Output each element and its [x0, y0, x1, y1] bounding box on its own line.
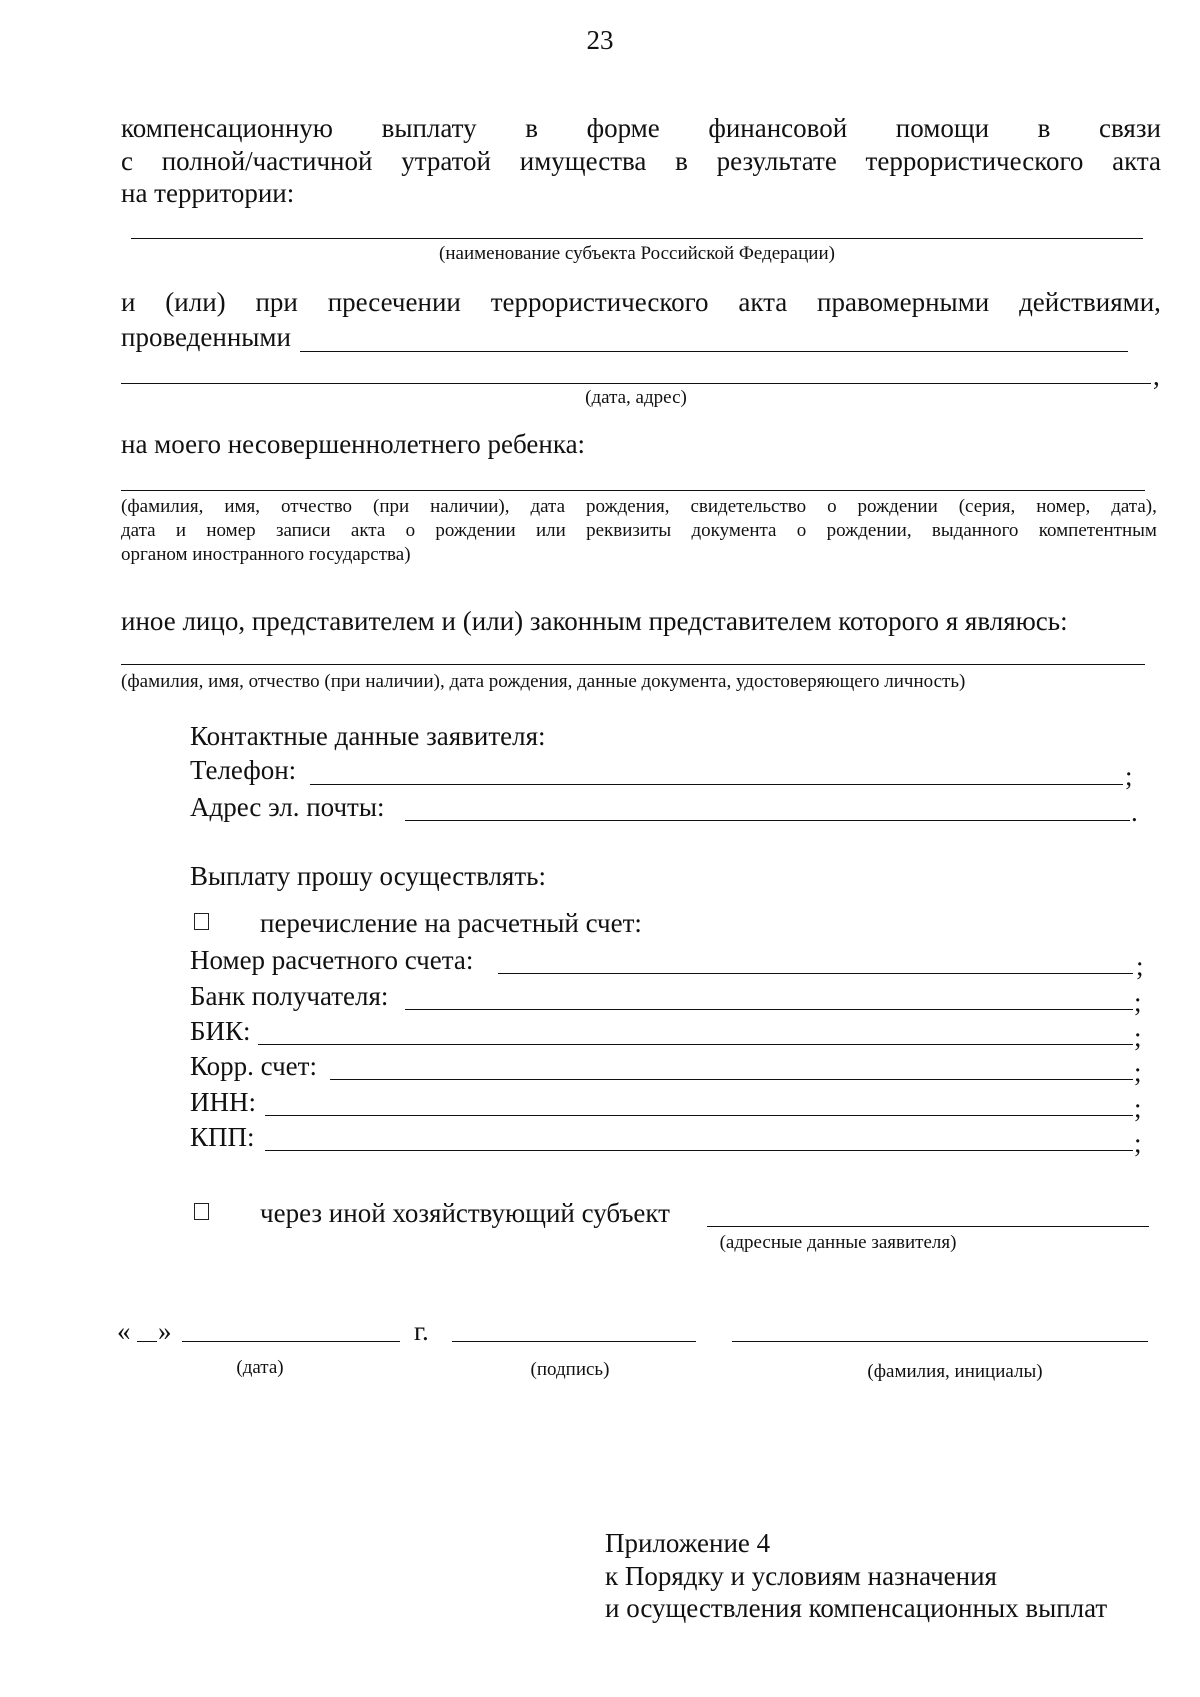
- contacts-heading: Контактные данные заявителя:: [190, 721, 546, 751]
- word: правомерными: [817, 287, 990, 317]
- word: выданного: [931, 520, 1019, 541]
- word: выплату: [381, 113, 477, 143]
- word: пресечении: [327, 287, 461, 317]
- quote-close: »: [158, 1316, 172, 1346]
- intro-line-3: на территории:: [121, 178, 295, 208]
- word: и: [121, 287, 136, 317]
- bik-label: БИК:: [190, 1016, 251, 1046]
- child-caption-line-1: [121, 496, 1157, 518]
- word: дата),: [1111, 496, 1157, 517]
- word: имущества: [519, 146, 647, 176]
- word: компетентным: [1038, 520, 1157, 541]
- word: действиями,: [1019, 287, 1161, 317]
- kpp-semicolon: ;: [1134, 1128, 1142, 1158]
- year-suffix: г.: [414, 1316, 429, 1346]
- word: помощи: [895, 113, 990, 143]
- word: (при: [373, 496, 410, 517]
- kpp-label: КПП:: [190, 1122, 255, 1152]
- child-label: на моего несовершеннолетнего ребенка:: [121, 429, 586, 459]
- word: террористического: [865, 146, 1084, 176]
- child-caption-line-2: [121, 520, 1157, 542]
- word: о: [796, 520, 807, 541]
- name-initials-field[interactable]: [732, 1341, 1148, 1342]
- signature-caption: (подпись): [530, 1359, 610, 1380]
- option-other-field[interactable]: [707, 1226, 1149, 1227]
- option-other-label: через иной хозяйствующий субъект: [260, 1198, 670, 1228]
- other-person-caption: (фамилия, имя, отчество (при наличии), дата рождения, данные документа, удостоверяющего личность): [121, 671, 966, 692]
- word: реквизиты: [586, 520, 672, 541]
- word: номер,: [1036, 496, 1091, 517]
- word: рождения,: [585, 496, 670, 517]
- word: акта: [1112, 146, 1161, 176]
- appendix-line-3: и осуществления компенсационных выплат: [605, 1593, 1108, 1623]
- corr-account-semicolon: ;: [1134, 1057, 1142, 1087]
- page-number: 23: [586, 25, 614, 55]
- word: при: [255, 287, 298, 317]
- word: террористического: [490, 287, 709, 317]
- date-caption: (дата): [236, 1357, 284, 1378]
- kpp-field[interactable]: [265, 1150, 1133, 1151]
- month-field[interactable]: [182, 1341, 400, 1342]
- word: в: [1037, 113, 1051, 143]
- word: наличии),: [430, 496, 510, 517]
- bank-label: Банк получателя:: [190, 981, 389, 1011]
- day-field[interactable]: [137, 1341, 157, 1342]
- bik-semicolon: ;: [1134, 1022, 1142, 1052]
- option-other-caption: (адресные данные заявителя): [719, 1232, 957, 1253]
- bank-field[interactable]: [405, 1009, 1133, 1010]
- corr-account-field[interactable]: [330, 1079, 1133, 1080]
- appendix-title: Приложение 4: [605, 1528, 771, 1558]
- other-person-label: иное лицо, представителем и (или) законным представителем которого я являюсь:: [121, 606, 1068, 636]
- subject-caption: (наименование субъекта Российской Федерации): [439, 243, 835, 264]
- intro-line-1: [121, 112, 1161, 144]
- word: (серия,: [958, 496, 1016, 517]
- word: дата: [121, 520, 156, 541]
- signature-field[interactable]: [452, 1341, 696, 1342]
- account-number-semicolon: ;: [1136, 951, 1144, 981]
- child-field-line[interactable]: [121, 490, 1145, 491]
- bik-field[interactable]: [258, 1044, 1133, 1045]
- word: отчество: [280, 496, 353, 517]
- word: утратой: [401, 146, 492, 176]
- option-other-checkbox[interactable]: [194, 1203, 209, 1220]
- word: или: [535, 520, 566, 541]
- option-bank-checkbox[interactable]: [194, 913, 209, 930]
- payment-heading: Выплату прошу осуществлять:: [190, 861, 546, 891]
- phone-semicolon: ;: [1125, 761, 1133, 791]
- word: о: [405, 520, 416, 541]
- intro-line-2: [121, 145, 1161, 177]
- word: номер: [206, 520, 256, 541]
- appendix-line-2: к Порядку и условиям назначения: [605, 1561, 997, 1591]
- subject-field-line[interactable]: [131, 238, 1143, 239]
- email-label: Адрес эл. почты:: [190, 792, 385, 822]
- word: форме: [586, 113, 660, 143]
- inn-field[interactable]: [265, 1115, 1133, 1116]
- word: документа: [691, 520, 777, 541]
- inn-label: ИНН:: [190, 1087, 256, 1117]
- email-period: .: [1131, 797, 1138, 827]
- email-field[interactable]: [405, 820, 1130, 821]
- other-person-field-line[interactable]: [121, 664, 1145, 665]
- account-number-field[interactable]: [498, 973, 1133, 974]
- word: свидетельство: [690, 496, 807, 517]
- word: в: [675, 146, 688, 176]
- word: имя,: [224, 496, 261, 517]
- word: компенсационную: [121, 113, 333, 143]
- phone-label: Телефон:: [190, 755, 297, 785]
- phone-field[interactable]: [310, 784, 1123, 785]
- suppression-field-line-1[interactable]: [300, 351, 1128, 352]
- word: (фамилия,: [121, 496, 204, 517]
- word: и: [175, 520, 187, 541]
- word: финансовой: [708, 113, 848, 143]
- word: в: [525, 113, 538, 143]
- account-number-label: Номер расчетного счета:: [190, 945, 474, 975]
- word: о: [827, 496, 837, 517]
- suppression-field-line-2[interactable]: [121, 383, 1151, 384]
- word: рождении: [435, 520, 516, 541]
- word: рождении,: [826, 520, 912, 541]
- word: записи: [275, 520, 331, 541]
- inn-semicolon: ;: [1134, 1093, 1142, 1123]
- word: (или): [165, 287, 226, 317]
- child-caption-line-3: органом иностранного государства): [121, 544, 411, 565]
- bank-semicolon: ;: [1134, 987, 1142, 1017]
- name-caption: (фамилия, инициалы): [867, 1361, 1043, 1382]
- word: акта: [350, 520, 386, 541]
- corr-account-label: Корр. счет:: [190, 1051, 317, 1081]
- date-address-caption: (дата, адрес): [585, 387, 687, 408]
- suppression-line-1: [121, 286, 1161, 318]
- quote-open: «: [117, 1316, 131, 1346]
- suppression-label: проведенными: [121, 322, 291, 352]
- word: дата: [530, 496, 566, 517]
- suppression-comma: ,: [1153, 361, 1160, 391]
- word: акта: [738, 287, 788, 317]
- word: связи: [1099, 113, 1161, 143]
- word: результате: [716, 146, 837, 176]
- word: с: [121, 146, 133, 176]
- word: полной/частичной: [161, 146, 373, 176]
- word: рождении: [857, 496, 938, 517]
- option-bank-label: перечисление на расчетный счет:: [260, 908, 642, 938]
